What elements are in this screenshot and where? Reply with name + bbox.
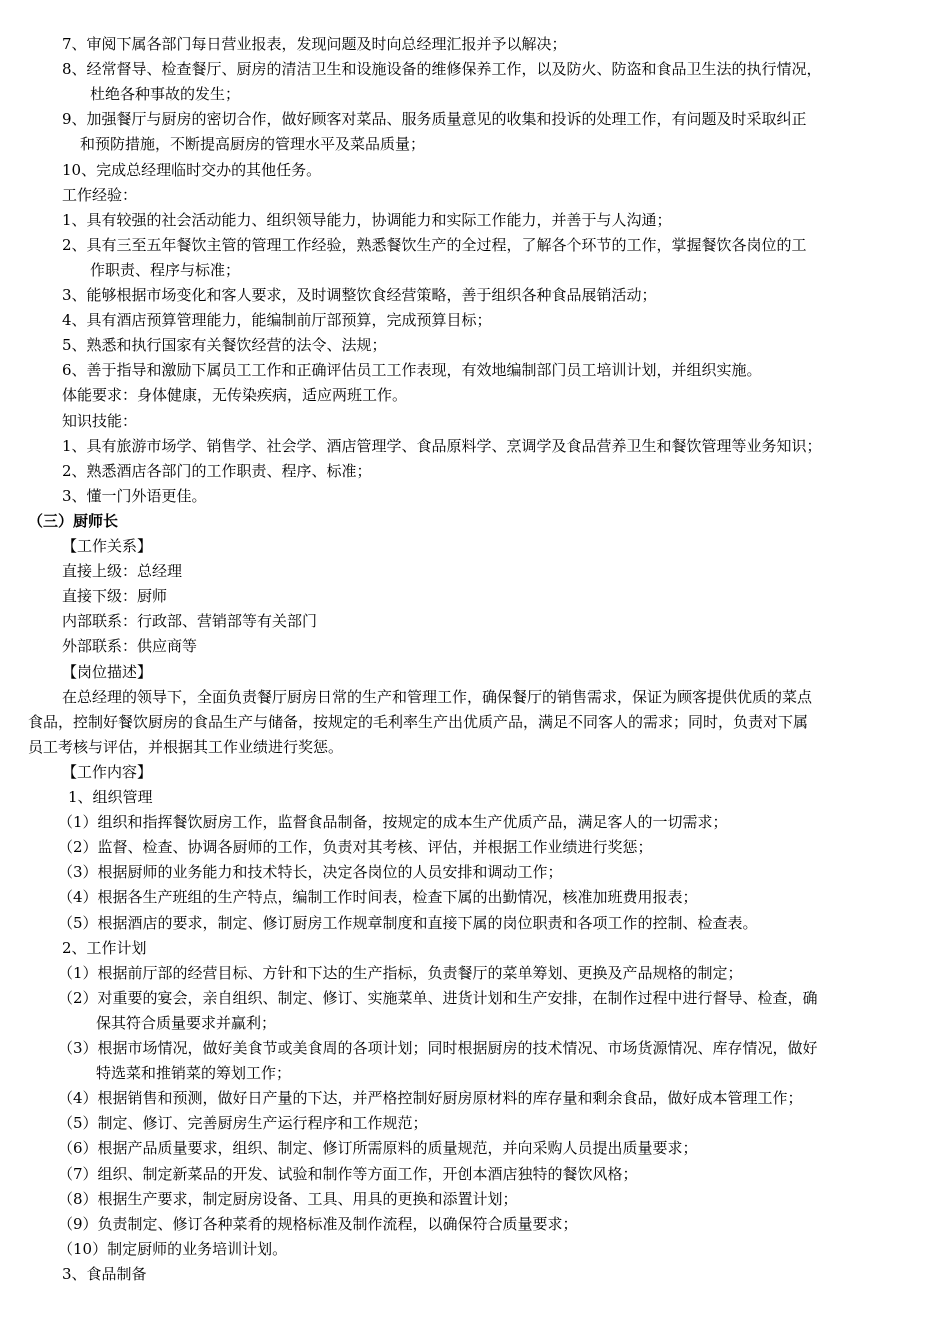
text-line: 2、熟悉酒店各部门的工作职责、程序、标准； (62, 461, 372, 480)
text-line: 食品，控制好餐饮厨房的食品生产与储备，按规定的毛利率生产出优质产品，满足不同客人的需求；同时，负责对下属 (28, 712, 809, 731)
text-line: 3、能够根据市场变化和客人要求，及时调整饮食经营策略，善于组织各种食品展销活动； (62, 286, 657, 304)
text-line: 特选菜和推销菜的筹划工作； (96, 1064, 292, 1083)
text-line: 6、善于指导和激励下属员工工作和正确评估员工工作表现，有效地编制部门员工培训计划，并组织实施。 (62, 361, 762, 380)
text-line: 体能要求：身体健康，无传染疾病，适应两班工作。 (62, 386, 408, 405)
text-line: （7）组织、制定新菜品的开发、试验和制作等方面工作，开创本酒店独特的餐饮风格； (58, 1164, 638, 1183)
text-line: 1、具有较强的社会活动能力、组织领导能力，协调能力和实际工作能力，并善于与人沟通； (62, 210, 672, 229)
text-line: 内部联系：行政部、营销部等有关部门 (62, 612, 318, 631)
text-line: （8）根据生产要求，制定厨房设备、工具、用具的更换和添置计划； (58, 1189, 518, 1208)
text-line: 直接上级：总经理 (62, 562, 183, 581)
text-line: （9）负责制定、修订各种菜肴的规格标准及制作流程，以确保符合质量要求； (58, 1214, 578, 1233)
text-line: 1、组织管理 (68, 788, 153, 806)
text-line: （2）对重要的宴会，亲自组织、制定、修订、实施菜单、进货计划和生产安排，在制作过程中进行督导、检查，确 (58, 988, 818, 1007)
text-line: 知识技能： (62, 411, 138, 430)
text-line: 在总经理的领导下，全面负责餐厅厨房日常的生产和管理工作，确保餐厅的销售需求，保证为顾客提供优质的菜点 (62, 687, 813, 706)
text-line: 7、审阅下属各部门每日营业报表，发现问题及时向总经理汇报并予以解决； (62, 35, 567, 53)
text-line: 2、具有三至五年餐饮主管的管理工作经验，熟悉餐饮生产的全过程，了解各个环节的工作，掌握餐饮各岗位的工 (62, 235, 807, 254)
text-line: （5）根据酒店的要求，制定、修订厨房工作规章制度和直接下属的岗位职责和各项工作的控制、检查表。 (58, 913, 758, 932)
text-line: （1）组织和指挥餐饮厨房工作，监督食品制备，按规定的成本生产优质产品，满足客人的一切需求； (58, 813, 728, 832)
text-line: 作职责、程序与标准； (90, 260, 241, 279)
text-line: 和预防措施，不断提高厨房的管理水平及菜品质量； (80, 135, 426, 154)
text-line: （5）制定、修订、完善厨房生产运行程序和工作规范； (58, 1114, 428, 1133)
text-line: 4、具有酒店预算管理能力，能编制前厅部预算，完成预算目标； (62, 311, 492, 330)
text-line: （4）根据各生产班组的生产特点，编制工作时间表，检查下属的出勤情况，核准加班费用报表； (58, 888, 698, 907)
text-line: 8、经常督导、检查餐厅、厨房的清洁卫生和设施设备的维修保养工作，以及防火、防盗和食品卫生法的执行情况， (62, 60, 822, 79)
text-line: （3）根据市场情况，做好美食节或美食周的各项计划；同时根据厨房的技术情况、市场货源情况、库存情况，做好 (58, 1039, 818, 1057)
text-line: 9、加强餐厅与厨房的密切合作，做好顾客对菜品、服务质量意见的收集和投诉的处理工作，有问题及时采取纠正 (62, 110, 807, 129)
text-line: 员工考核与评估，并根据其工作业绩进行奖惩。 (28, 737, 344, 756)
text-line: （6）根据产品质量要求，组织、制定、修订所需原料的质量规范，并向采购人员提出质量要求； (58, 1139, 698, 1158)
text-line: （2）监督、检查、协调各厨师的工作，负责对其考核、评估，并根据工作业绩进行奖惩； (58, 838, 653, 857)
text-line: 2、工作计划 (62, 938, 147, 957)
text-line: 【工作内容】 (62, 762, 153, 781)
text-line: 3、食品制备 (62, 1264, 147, 1283)
text-line: 直接下级：厨师 (62, 587, 168, 606)
text-line: 3、懂一门外语更佳。 (62, 486, 207, 505)
text-line: （4）根据销售和预测，做好日产量的下达，并严格控制好厨房原材料的库存量和剩余食品，做好成本管理工作； (58, 1089, 803, 1108)
text-line: 工作经验： (62, 185, 138, 204)
text-line: 外部联系：供应商等 (62, 637, 198, 656)
text-line: （1）根据前厅部的经营目标、方针和下达的生产指标，负责餐厅的菜单筹划、更换及产品规格的制定； (58, 963, 743, 982)
text-line: （三）厨师长 (28, 511, 119, 530)
text-line: 10、完成总经理临时交办的其他任务。 (62, 160, 322, 179)
text-line: 【岗位描述】 (62, 662, 153, 681)
text-line: 【工作关系】 (62, 537, 153, 555)
text-line: （10）制定厨师的业务培训计划。 (58, 1239, 288, 1258)
text-line: 保其符合质量要求并赢利； (96, 1013, 277, 1032)
text-line: （3）根据厨师的业务能力和技术特长，决定各岗位的人员安排和调动工作； (58, 863, 563, 882)
text-line: 1、具有旅游市场学、销售学、社会学、酒店管理学、食品原料学、烹调学及食品营养卫生和餐饮管理等业务知识； (62, 436, 822, 455)
text-line: 杜绝各种事故的发生； (90, 85, 241, 104)
text-line: 5、熟悉和执行国家有关餐饮经营的法令、法规； (62, 336, 387, 355)
